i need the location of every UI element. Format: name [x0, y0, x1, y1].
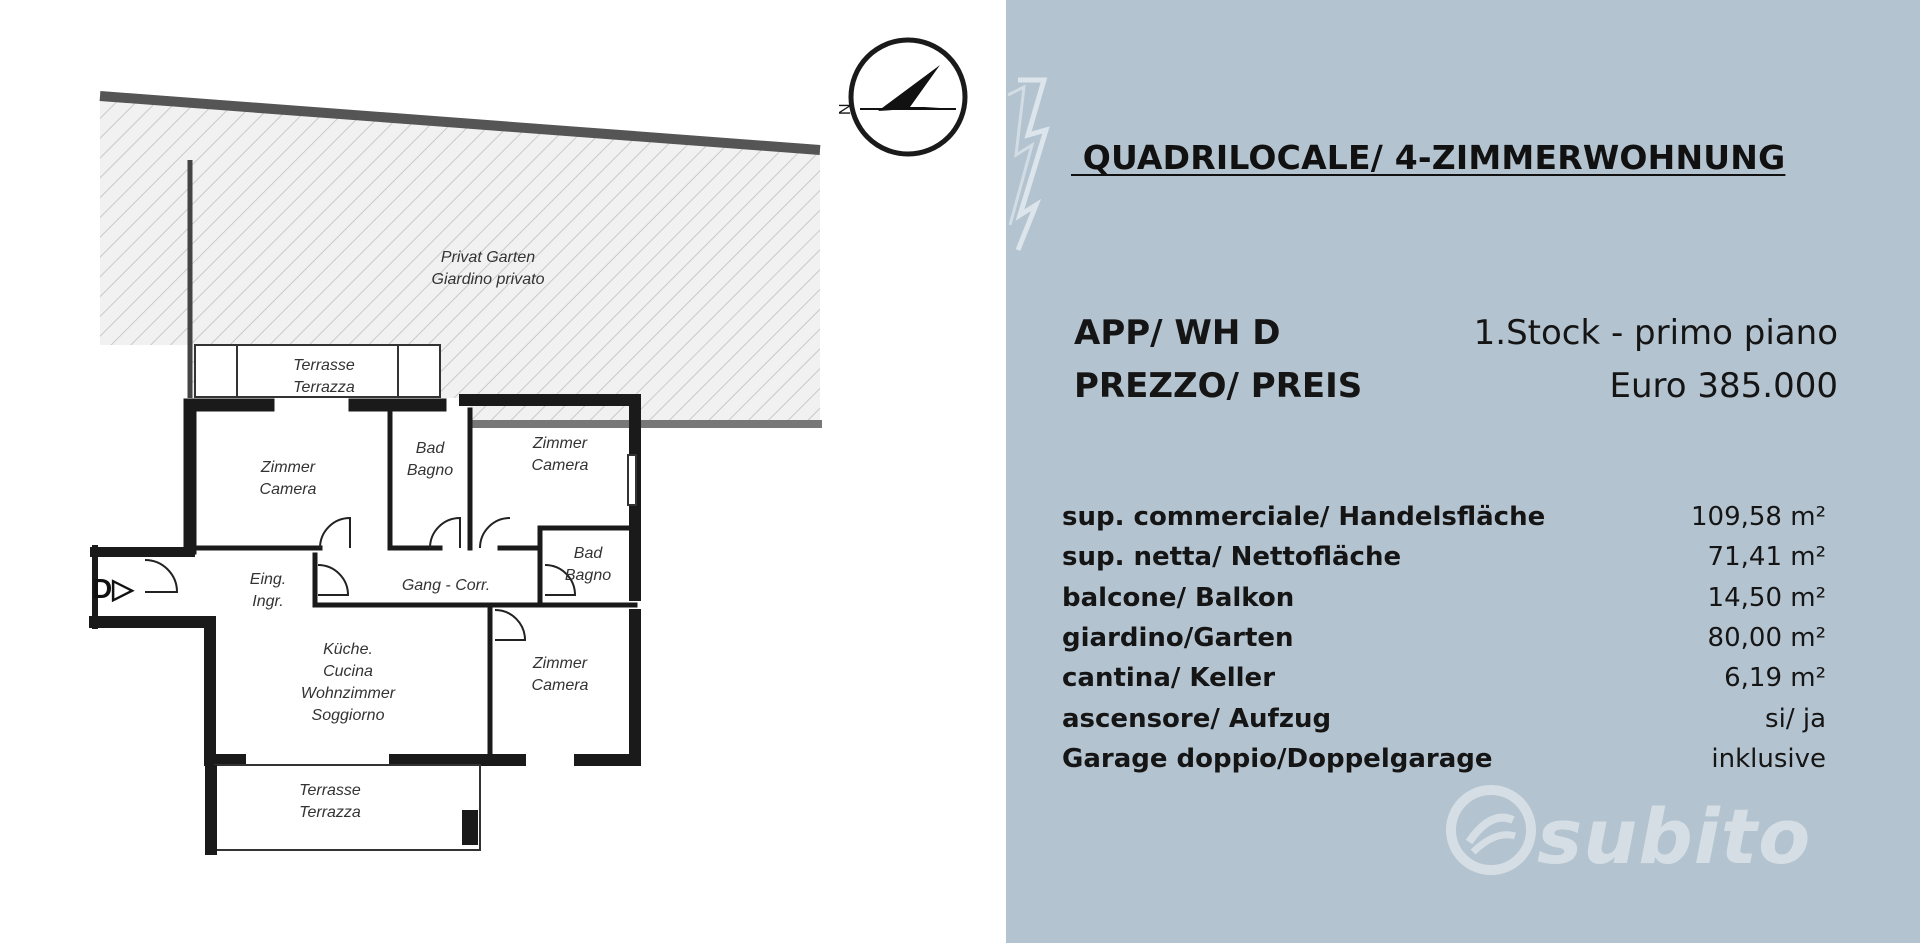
terrace-bottom-label: Terrazza	[299, 804, 361, 821]
detail-label: giardino/Garten	[1062, 622, 1294, 653]
room-right-label: Zimmer	[532, 435, 588, 452]
terrace-top-label: Terrazza	[293, 379, 355, 396]
svg-text:N: N	[837, 103, 854, 115]
subito-wordmark: subito	[1537, 792, 1812, 881]
subito-logo-icon	[1441, 780, 1541, 880]
entry-marker: D▷	[92, 573, 134, 604]
main-info-label: APP/ WH D	[1074, 313, 1281, 353]
kitchen-label: Soggiorno	[311, 707, 385, 724]
detail-value: 14,50 m²	[1707, 582, 1826, 613]
detail-value: si/ ja	[1765, 703, 1826, 734]
subito-watermark	[1441, 790, 1841, 880]
detail-label: cantina/ Keller	[1062, 663, 1276, 694]
main-info-value: 1.Stock - primo piano	[1473, 313, 1838, 353]
detail-value: 71,41 m²	[1707, 542, 1826, 573]
kitchen-label: Cucina	[323, 663, 373, 680]
detail-label: sup. commerciale/ Handelsfläche	[1062, 502, 1546, 532]
bath-2-label: Bagno	[564, 567, 612, 584]
terrace-bottom-label: Terrasse	[299, 782, 361, 799]
detail-label: Garage doppio/Doppelgarage	[1062, 743, 1493, 774]
detail-label: sup. netta/ Nettofläche	[1062, 542, 1402, 573]
room-right-label: Camera	[531, 457, 589, 474]
detail-value: 6,19 m²	[1724, 663, 1826, 694]
main-info-value: Euro 385.000	[1609, 366, 1838, 406]
room-bottom-label: Camera	[531, 677, 589, 694]
main-info-label: PREZZO/ PREIS	[1074, 366, 1363, 406]
room-left-label: Zimmer	[260, 459, 316, 476]
detail-value: 109,58 m²	[1691, 502, 1826, 532]
bath-2-label: Bad	[573, 545, 603, 562]
room-bottom-label: Zimmer	[532, 655, 588, 672]
terrace-top-label: Terrasse	[293, 357, 355, 374]
compass-icon	[837, 40, 965, 154]
info-panel	[1006, 0, 1920, 943]
kitchen-label: Wohnzimmer	[300, 685, 396, 702]
detail-label: balcone/ Balkon	[1062, 582, 1295, 613]
bath-1-label: Bagno	[406, 462, 454, 479]
walls	[95, 400, 635, 760]
corridor-label: Gang - Corr.	[401, 577, 491, 594]
kitchen-label: Küche.	[323, 641, 373, 658]
bath-1-label: Bad	[415, 440, 445, 457]
listing-title: QUADRILOCALE/ 4-ZIMMERWOHNUNG	[1071, 138, 1786, 177]
detail-label: ascensore/ Aufzug	[1062, 703, 1332, 734]
entrance-label: Ingr.	[252, 593, 284, 610]
garden-label: Privat Garten	[440, 249, 536, 266]
detail-value: 80,00 m²	[1707, 622, 1826, 653]
detail-value: inklusive	[1711, 743, 1826, 774]
garden-label: Giardino privato	[431, 271, 545, 288]
brand-logo	[1006, 75, 1056, 255]
entrance-label: Eing.	[249, 571, 287, 588]
room-left-label: Camera	[259, 481, 317, 498]
